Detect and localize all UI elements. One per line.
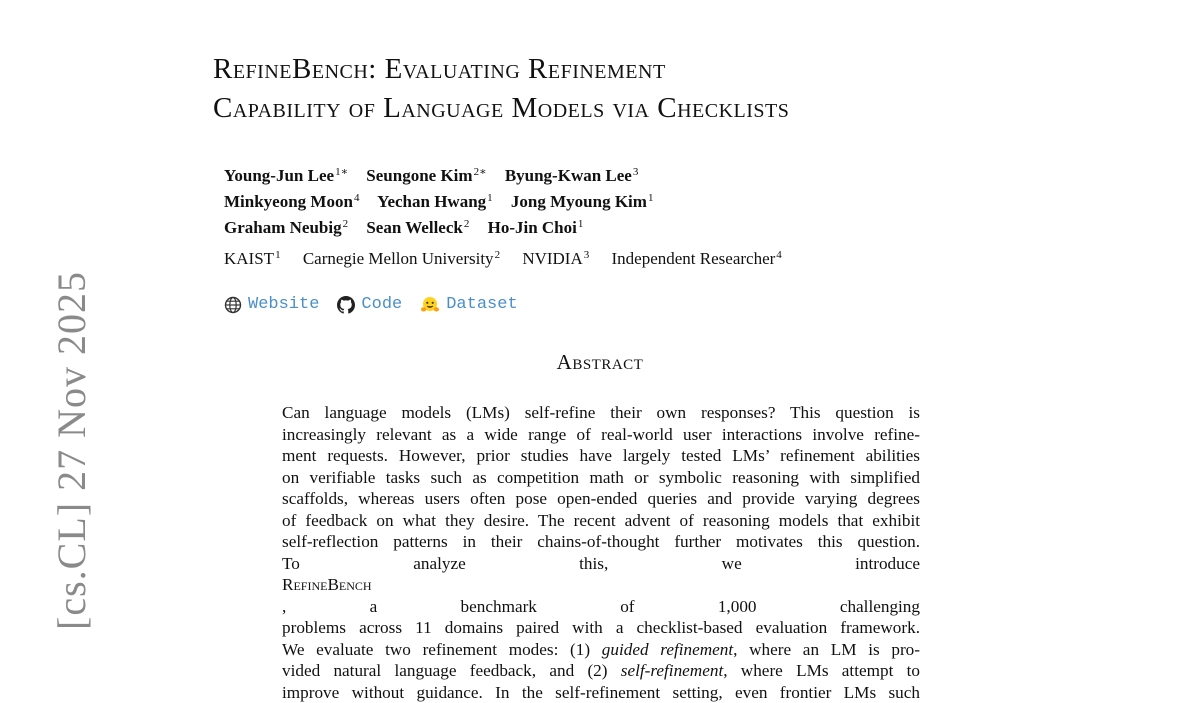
author-row [224,187,667,213]
affiliation-list [224,249,800,269]
title-line-2: Capability of Language Models via Checklists [213,89,1113,128]
author-affiliation-mark: 2 [464,218,470,230]
affiliation [303,249,500,268]
affiliation-mark: 2 [495,249,501,261]
author-affiliation-mark: 4 [354,192,360,204]
author-row [224,213,667,239]
abstract-line: ment requests. However, prior studies have largely tested LMs’ refinement abilities [282,445,920,467]
code-link-label: Code [361,295,402,314]
author-name: Byung-Kwan Lee [505,166,632,185]
author [366,218,469,237]
author-name: Seungone Kim [366,166,472,185]
website-link[interactable] [224,295,319,314]
website-link-label: Website [248,295,319,314]
author-affiliation-mark: 1 [578,218,584,230]
affiliation-mark: 1 [275,249,281,261]
abstract-line: improve without guidance. In the self-refinement setting, even frontier LMs such [282,682,920,703]
author-name: Jong Myoung Kim [511,192,647,211]
author-affiliation-mark: 2∗ [474,166,487,178]
author-affiliation-mark: 2 [343,218,349,230]
author-name: Yechan Hwang [377,192,486,211]
author [224,192,359,211]
affiliation-name: Independent Researcher [612,249,776,268]
abstract-line: problems across 11 domains paired with a checklist-based evaluation framework. [282,617,920,639]
paper-title [213,50,1113,128]
resource-links [224,295,536,314]
arxiv-stamp [0,0,90,648]
github-icon [337,296,355,314]
dataset-link[interactable] [420,295,517,314]
arxiv-stamp-text: [cs.CL] 27 Nov 2025 [48,271,95,630]
abstract-line: increasingly relevant as a wide range of real-world user interactions involve refine- [282,424,920,446]
affiliation-name: Carnegie Mellon University [303,249,494,268]
affiliation-name: KAIST [224,249,274,268]
author [488,218,584,237]
author [377,192,493,211]
author [224,218,348,237]
author-name: Graham Neubig [224,218,342,237]
affiliation-mark: 4 [776,249,782,261]
abstract-heading: Abstract [0,350,1200,375]
author-name: Minkyeong Moon [224,192,353,211]
author-name: Ho-Jin Choi [488,218,577,237]
hugging-face-icon [420,296,440,314]
author-affiliation-mark: 3 [633,166,639,178]
affiliation-name: NVIDIA [522,249,582,268]
author-name: Sean Welleck [366,218,463,237]
author-affiliation-mark: 1 [487,192,493,204]
code-link[interactable] [337,295,402,314]
author-name: Young-Jun Lee [224,166,334,185]
abstract-line: We evaluate two refinement modes: (1) guided refinement, where an LM is pro- [282,639,920,661]
author [224,166,348,185]
abstract-line: of feedback on what they desire. The recent advent of reasoning models that exhibit [282,510,920,532]
author-row [224,161,667,187]
affiliation [612,249,782,268]
globe-icon [224,296,242,314]
author [366,166,486,185]
author-affiliation-mark: 1∗ [335,166,348,178]
abstract-line: To analyze this, we introduce RefineBench , a benchmark of 1,000 challenging [282,553,920,618]
author [505,166,639,185]
abstract-line: scaffolds, whereas users often pose open-ended queries and provide varying degrees [282,488,920,510]
abstract-line: vided natural language feedback, and (2) self-refinement, where LMs attempt to [282,660,920,682]
affiliation [224,249,281,268]
abstract-line: on verifiable tasks such as competition math or symbolic reasoning with simplified [282,467,920,489]
title-line-1: RefineBench: Evaluating Refinement [213,50,1113,89]
abstract-body [282,402,920,703]
author-list [224,161,667,239]
abstract-line: self-reflection patterns in their chains-of-thought further motivates this question. [282,531,920,553]
author-affiliation-mark: 1 [648,192,654,204]
author [511,192,654,211]
affiliation-mark: 3 [584,249,590,261]
affiliation [522,249,589,268]
abstract-line: Can language models (LMs) self-refine their own responses? This question is [282,402,920,424]
dataset-link-label: Dataset [446,295,517,314]
